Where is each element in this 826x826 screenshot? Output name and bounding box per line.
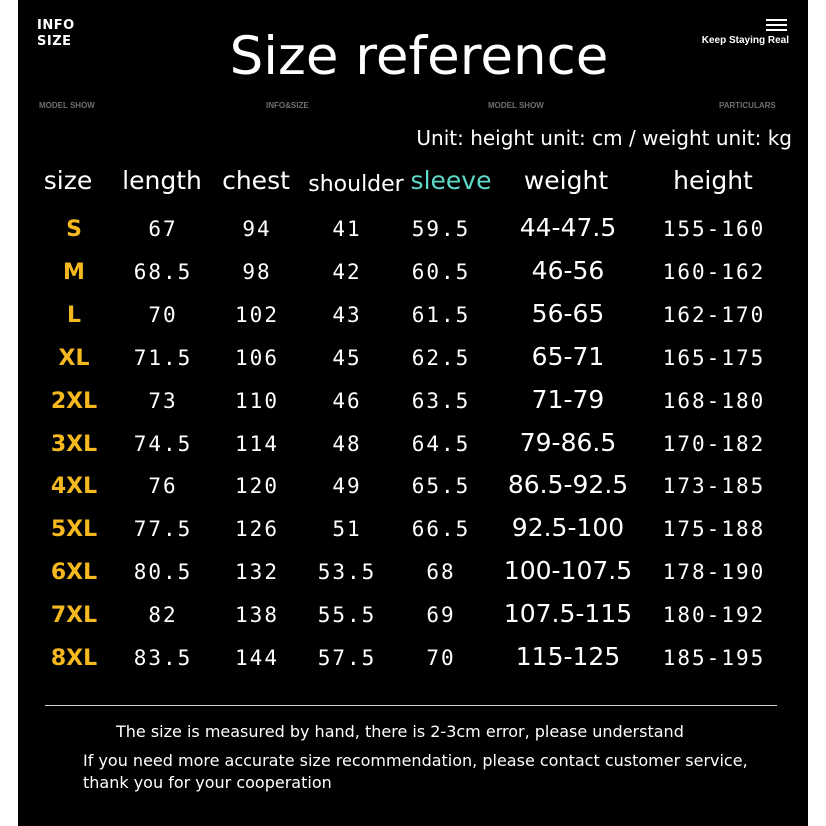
page-title: Size reference <box>229 26 609 87</box>
cell-size: 5XL <box>50 517 98 542</box>
cell-shoulder: 43 <box>332 303 362 327</box>
cell-chest: 110 <box>235 389 279 413</box>
cell-size: 8XL <box>50 646 98 671</box>
header-height: height <box>673 166 753 195</box>
cell-size: 3XL <box>50 432 98 457</box>
cell-size: S <box>66 217 82 242</box>
cell-sleeve: 59.5 <box>411 217 471 241</box>
cell-sleeve: 69 <box>426 603 456 627</box>
cell-height: 178-190 <box>662 560 766 584</box>
cell-height: 173-185 <box>662 474 766 498</box>
cell-length: 73 <box>148 389 178 413</box>
size-line: SIZE <box>37 34 72 49</box>
cell-shoulder: 45 <box>332 346 362 370</box>
cell-sleeve: 68 <box>426 560 456 584</box>
info-line: INFO <box>37 18 75 33</box>
cell-sleeve: 62.5 <box>411 346 471 370</box>
cell-sleeve: 70 <box>426 646 456 670</box>
cell-shoulder: 46 <box>332 389 362 413</box>
cell-height: 165-175 <box>662 346 766 370</box>
cell-weight: 79-86.5 <box>519 428 617 457</box>
cell-sleeve: 63.5 <box>411 389 471 413</box>
cell-length: 83.5 <box>133 646 193 670</box>
brand-slogan: Keep Staying Real <box>701 35 789 46</box>
cell-chest: 114 <box>235 432 279 456</box>
cell-weight: 100-107.5 <box>503 556 633 585</box>
cell-height: 155-160 <box>662 217 766 241</box>
cell-chest: 120 <box>235 474 279 498</box>
cell-shoulder: 53.5 <box>317 560 377 584</box>
cell-weight: 46-56 <box>531 256 605 285</box>
cell-weight: 107.5-115 <box>503 599 633 628</box>
cell-weight: 44-47.5 <box>519 213 617 242</box>
cell-chest: 106 <box>235 346 279 370</box>
cell-shoulder: 49 <box>332 474 362 498</box>
cell-sleeve: 60.5 <box>411 260 471 284</box>
cell-weight: 71-79 <box>531 385 605 414</box>
cell-chest: 126 <box>235 517 279 541</box>
header-sleeve: sleeve <box>410 166 492 195</box>
cell-length: 82 <box>148 603 178 627</box>
divider <box>45 705 777 706</box>
cell-sleeve: 64.5 <box>411 432 471 456</box>
nav-model-show: MODEL SHOW <box>39 101 95 110</box>
cell-weight: 92.5-100 <box>511 513 625 542</box>
cell-shoulder: 41 <box>332 217 362 241</box>
cell-shoulder: 42 <box>332 260 362 284</box>
cell-size: L <box>66 303 82 328</box>
header-size: size <box>43 166 93 195</box>
cell-size: 2XL <box>50 389 98 414</box>
cell-weight: 115-125 <box>515 642 621 671</box>
thanks-note: thank you for your cooperation <box>83 773 332 792</box>
cell-length: 71.5 <box>133 346 193 370</box>
unit-note: Unit: height unit: cm / weight unit: kg <box>416 126 792 150</box>
cell-sleeve: 66.5 <box>411 517 471 541</box>
cell-length: 77.5 <box>133 517 193 541</box>
cell-weight: 65-71 <box>531 342 605 371</box>
cell-shoulder: 51 <box>332 517 362 541</box>
cell-size: M <box>63 260 85 285</box>
cell-shoulder: 48 <box>332 432 362 456</box>
cell-height: 185-195 <box>662 646 766 670</box>
nav-model-show-2: MODEL SHOW <box>488 101 544 110</box>
cell-sleeve: 61.5 <box>411 303 471 327</box>
cell-length: 67 <box>148 217 178 241</box>
cell-size: XL <box>58 346 90 371</box>
cell-size: 6XL <box>50 560 98 585</box>
cell-height: 180-192 <box>662 603 766 627</box>
cell-length: 68.5 <box>133 260 193 284</box>
cell-length: 74.5 <box>133 432 193 456</box>
cell-height: 168-180 <box>662 389 766 413</box>
cell-chest: 102 <box>235 303 279 327</box>
cell-shoulder: 57.5 <box>317 646 377 670</box>
cell-weight: 56-65 <box>531 299 605 328</box>
cell-length: 70 <box>148 303 178 327</box>
measurement-note: The size is measured by hand, there is 2-3cm error, please understand <box>116 722 684 741</box>
cell-height: 175-188 <box>662 517 766 541</box>
cell-chest: 132 <box>235 560 279 584</box>
cell-chest: 144 <box>235 646 279 670</box>
cell-height: 170-182 <box>662 432 766 456</box>
cell-length: 80.5 <box>133 560 193 584</box>
cell-height: 160-162 <box>662 260 766 284</box>
header-shoulder: shoulder <box>308 172 404 197</box>
cell-weight: 86.5-92.5 <box>507 470 629 499</box>
cell-chest: 94 <box>242 217 272 241</box>
header-length: length <box>122 166 202 195</box>
cell-size: 4XL <box>50 474 98 499</box>
cell-chest: 138 <box>235 603 279 627</box>
cell-length: 76 <box>148 474 178 498</box>
header-weight: weight <box>523 166 609 195</box>
size-chart-image <box>18 0 808 826</box>
cell-shoulder: 55.5 <box>317 603 377 627</box>
cell-size: 7XL <box>50 603 98 628</box>
cell-chest: 98 <box>242 260 272 284</box>
cell-sleeve: 65.5 <box>411 474 471 498</box>
contact-note: If you need more accurate size recommendation, please contact customer service, <box>83 751 748 770</box>
header-chest: chest <box>222 166 290 195</box>
cell-height: 162-170 <box>662 303 766 327</box>
nav-particulars: PARTICULARS <box>719 101 776 110</box>
nav-info-size: INFO&SIZE <box>266 101 309 110</box>
